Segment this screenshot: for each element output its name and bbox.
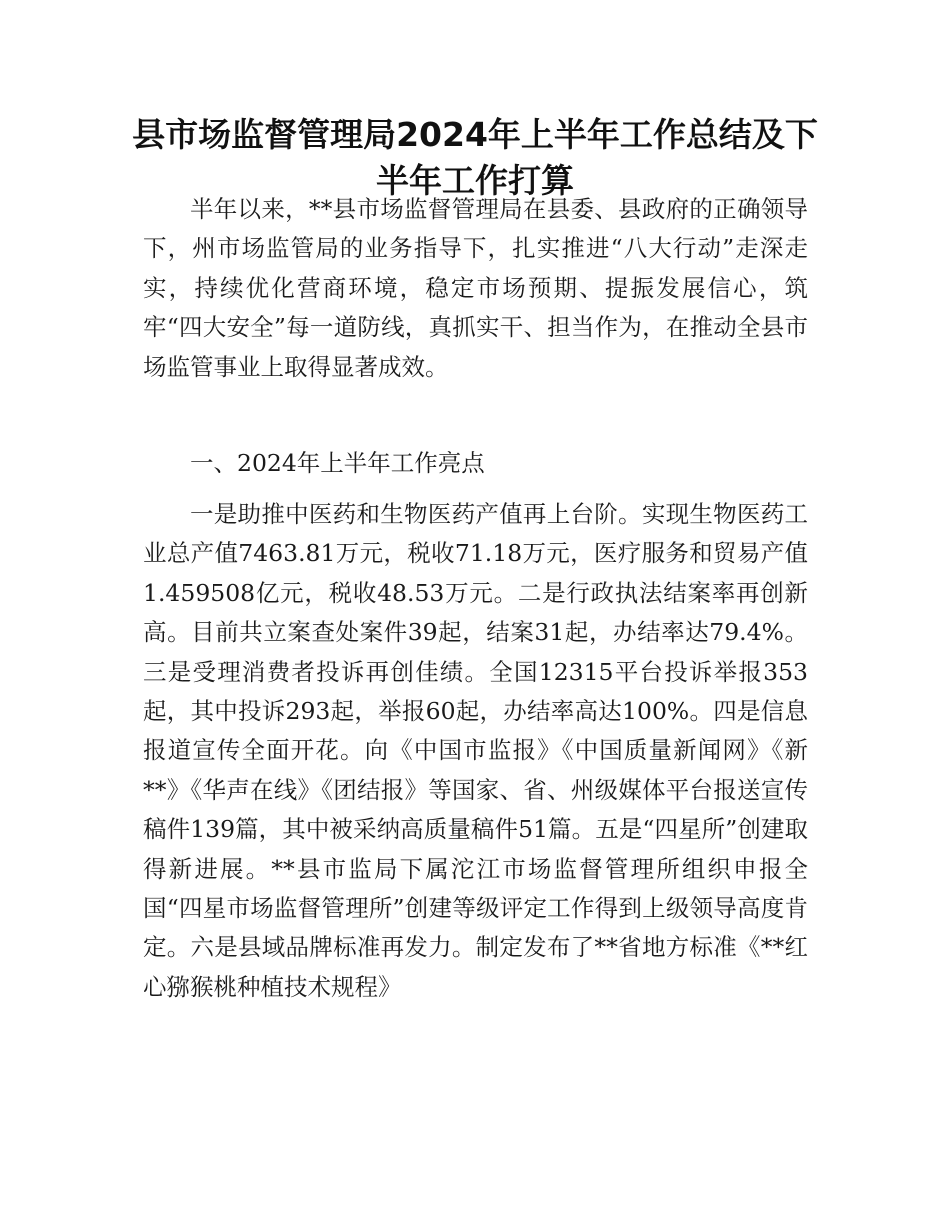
section-heading: 一、2024年上半年工作亮点 [190,449,485,477]
section-body-paragraph: 一是助推中医药和生物医药产值再上台阶。实现生物医药工业总产值7463.81万元，税收71.18万元，医疗服务和贸易产值1.459508亿元，税收48.53万元。二是行政执法结案率再创新高。目前共立案查处案件39起，结案31起，办结率达79.4%。三是受理消费者投诉再创佳绩。全国12315平台投诉举报353起，其中投诉293起，举报60起，办结率高达100%。四是信息报道宣传全面开花。向《中国市监报》《中国质量新闻网》《新**》《华声在线》《团结报》等国家、省、州级媒体平台报送宣传稿件139篇，其中被采纳高质量稿件51篇。五是“四星所”创建取得新进展。**县市监局下属沱江市场监督管理所组织申报全国“四星市场监督管理所”创建等级评定工作得到上级领导高度肯定。六是县域品牌标准再发力。制定发布了**省地方标准《**红心猕猴桃种植技术规程》 [143,500,808,1001]
document-title: 县市场监督管理局2024年上半年工作总结及下半年工作打算 [132,115,818,200]
intro-paragraph: 半年以来，**县市场监督管理局在县委、县政府的正确领导下，州市场监管局的业务指导下，扎实推进“八大行动”走深走实，持续优化营商环境，稳定市场预期、提振发展信心，筑牢“四大安全”每一道防线，真抓实干、担当作为，在推动全县市场监管事业上取得显著成效。 [143,195,808,381]
